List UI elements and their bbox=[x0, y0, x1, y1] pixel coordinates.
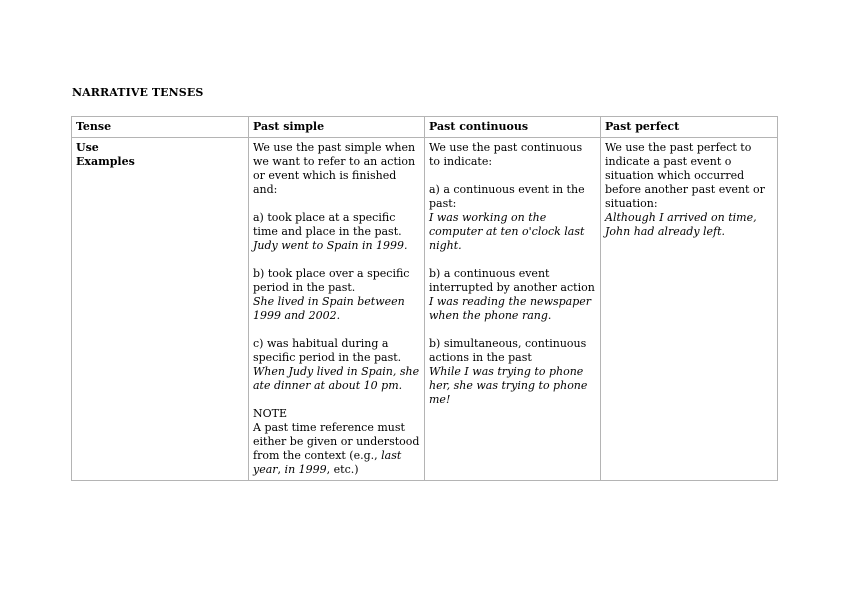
past-perfect-intro: We use the past perfect to indicate a past event o situation which occurred before another past event or situation: bbox=[605, 141, 765, 210]
past-simple-a-example: Judy went to Spain in 1999. bbox=[253, 239, 408, 252]
past-continuous-a-text: a) a continuous event in the past: bbox=[429, 183, 585, 210]
past-perfect-example: Although I arrived on time, John had already left. bbox=[605, 211, 757, 238]
past-continuous-intro: We use the past continuous to indicate: bbox=[429, 141, 583, 168]
page-title: NARRATIVE TENSES bbox=[72, 86, 204, 99]
narrative-tenses-table bbox=[71, 116, 778, 481]
note-example-1999: in 1999 bbox=[284, 463, 327, 476]
table-header-row bbox=[72, 117, 778, 138]
row-label-use: Use bbox=[76, 141, 99, 154]
past-simple-c-text: c) was habitual during a specific period in the past. bbox=[253, 337, 402, 364]
past-simple-cell bbox=[249, 138, 425, 481]
note-separator: , bbox=[277, 463, 282, 476]
row-label-examples: Examples bbox=[76, 155, 135, 168]
past-simple-b-text: b) took place over a specific period in the past. bbox=[253, 267, 410, 294]
table-row bbox=[72, 138, 778, 481]
note-end: , etc.) bbox=[326, 463, 359, 476]
header-tense: Tense bbox=[72, 117, 249, 138]
note-body: A past time reference must either be given or understood from the context (e.g., bbox=[253, 421, 420, 462]
header-past-continuous: Past continuous bbox=[425, 117, 601, 138]
past-continuous-c-example: While I was trying to phone her, she was trying to phone me! bbox=[429, 365, 588, 406]
past-continuous-cell bbox=[425, 138, 601, 481]
past-continuous-a-example: I was working on the computer at ten o'clock last night. bbox=[429, 211, 585, 252]
note-label: NOTE bbox=[253, 407, 288, 420]
past-continuous-b-example: I was reading the newspaper when the phone rang. bbox=[429, 295, 592, 322]
past-simple-intro: We use the past simple when we want to refer to an action or event which is finished and: bbox=[253, 141, 416, 196]
past-simple-a-text: a) took place at a specific time and place in the past. bbox=[253, 211, 402, 238]
note-example-last-year: last year bbox=[253, 449, 402, 476]
past-continuous-c-text: b) simultaneous, continuous actions in the past bbox=[429, 337, 587, 364]
past-perfect-cell bbox=[601, 138, 778, 481]
note-text bbox=[253, 421, 420, 477]
past-simple-b-example: She lived in Spain between 1999 and 2002. bbox=[253, 295, 405, 322]
row-label-cell bbox=[72, 138, 249, 481]
past-simple-c-example: When Judy lived in Spain, she ate dinner at about 10 pm. bbox=[253, 365, 420, 392]
header-past-simple: Past simple bbox=[249, 117, 425, 138]
past-continuous-b-text: b) a continuous event interrupted by another action bbox=[429, 267, 595, 294]
header-past-perfect: Past perfect bbox=[601, 117, 778, 138]
